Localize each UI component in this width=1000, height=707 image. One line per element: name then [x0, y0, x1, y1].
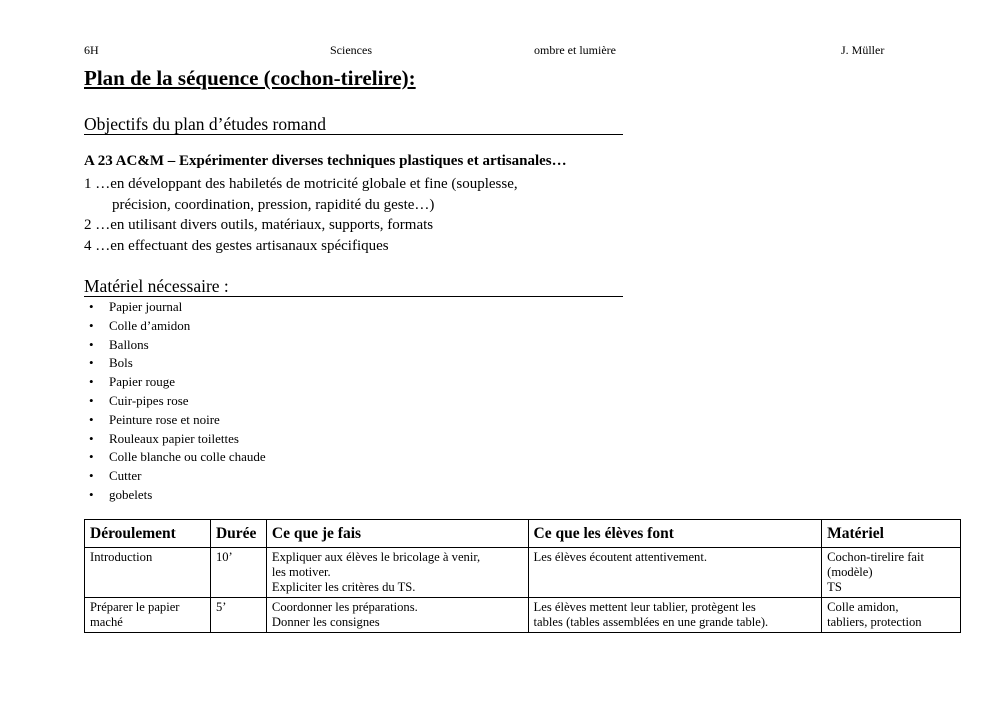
bullet-icon: •	[89, 392, 94, 408]
list-item: • Papier journal	[84, 298, 266, 317]
table-row	[85, 598, 961, 633]
objectives-heading: Objectifs du plan d’études romand	[84, 114, 623, 135]
list-item: • Peinture rose et noire	[84, 411, 266, 430]
bullet-icon: •	[89, 317, 94, 333]
header-topic: ombre et lumière	[534, 43, 616, 57]
header-author: J. Müller	[841, 43, 885, 57]
cell-students: Les élèves écoutent attentivement.	[528, 548, 822, 598]
table-header-row	[85, 520, 961, 548]
page-title: Plan de la séquence (cochon-tirelire):	[84, 66, 416, 90]
list-item: • gobelets	[84, 486, 266, 505]
bullet-icon: •	[89, 449, 94, 465]
column-header: Ce que les élèves font	[528, 520, 822, 548]
list-item: • Cutter	[84, 467, 266, 486]
materials-heading: Matériel nécessaire :	[84, 276, 623, 297]
objective-item: 2 …en utilisant divers outils, matériaux, supports, formats	[84, 217, 434, 233]
objective-item: 1 …en développant des habiletés de motricité globale et fine (souplesse,	[84, 176, 518, 192]
column-header: Ce que je fais	[266, 520, 528, 548]
cell-teacher: Coordonner les préparations. Donner les consignes	[266, 598, 528, 633]
column-header: Durée	[210, 520, 266, 548]
bullet-icon: •	[89, 299, 94, 314]
bullet-icon: •	[89, 468, 94, 484]
bullet-icon: •	[89, 486, 94, 502]
cell-teacher: Expliquer aux élèves le bricolage à venir, les motiver. Expliciter les critères du TS.	[266, 548, 528, 598]
bullet-icon: •	[89, 430, 94, 446]
bullet-icon: •	[89, 336, 94, 352]
cell-students: Les élèves mettent leur tablier, protègent les tables (tables assemblées en une grande table).	[528, 598, 822, 633]
cell-material: Colle amidon, tabliers, protection	[822, 598, 961, 633]
list-item: • Bols	[84, 354, 266, 373]
table-row	[85, 548, 961, 598]
list-item: • Ballons	[84, 336, 266, 355]
list-item: • Rouleaux papier toilettes	[84, 430, 266, 449]
cell-material: Cochon-tirelire fait (modèle) TS	[822, 548, 961, 598]
objective-item: 4 …en effectuant des gestes artisanaux spécifiques	[84, 238, 389, 254]
column-header: Déroulement	[85, 520, 211, 548]
sequence-table	[84, 519, 961, 633]
cell-duration: 5’	[210, 598, 266, 633]
bullet-icon: •	[89, 411, 94, 427]
column-header: Matériel	[822, 520, 961, 548]
list-item: • Colle d’amidon	[84, 317, 266, 336]
header-class: 6H	[84, 43, 99, 57]
bullet-icon: •	[89, 374, 94, 390]
header-subject: Sciences	[330, 43, 372, 57]
cell-step: Préparer le papier maché	[85, 598, 211, 633]
list-item: • Colle blanche ou colle chaude	[84, 448, 266, 467]
cell-step: Introduction	[85, 548, 211, 598]
materials-list	[84, 298, 266, 505]
list-item: • Papier rouge	[84, 373, 266, 392]
cell-duration: 10’	[210, 548, 266, 598]
objective-main: A 23 AC&M – Expérimenter diverses techniques plastiques et artisanales…	[84, 153, 567, 169]
objective-item: précision, coordination, pression, rapidité du geste…)	[112, 197, 435, 213]
bullet-icon: •	[89, 355, 94, 371]
list-item: • Cuir-pipes rose	[84, 392, 266, 411]
